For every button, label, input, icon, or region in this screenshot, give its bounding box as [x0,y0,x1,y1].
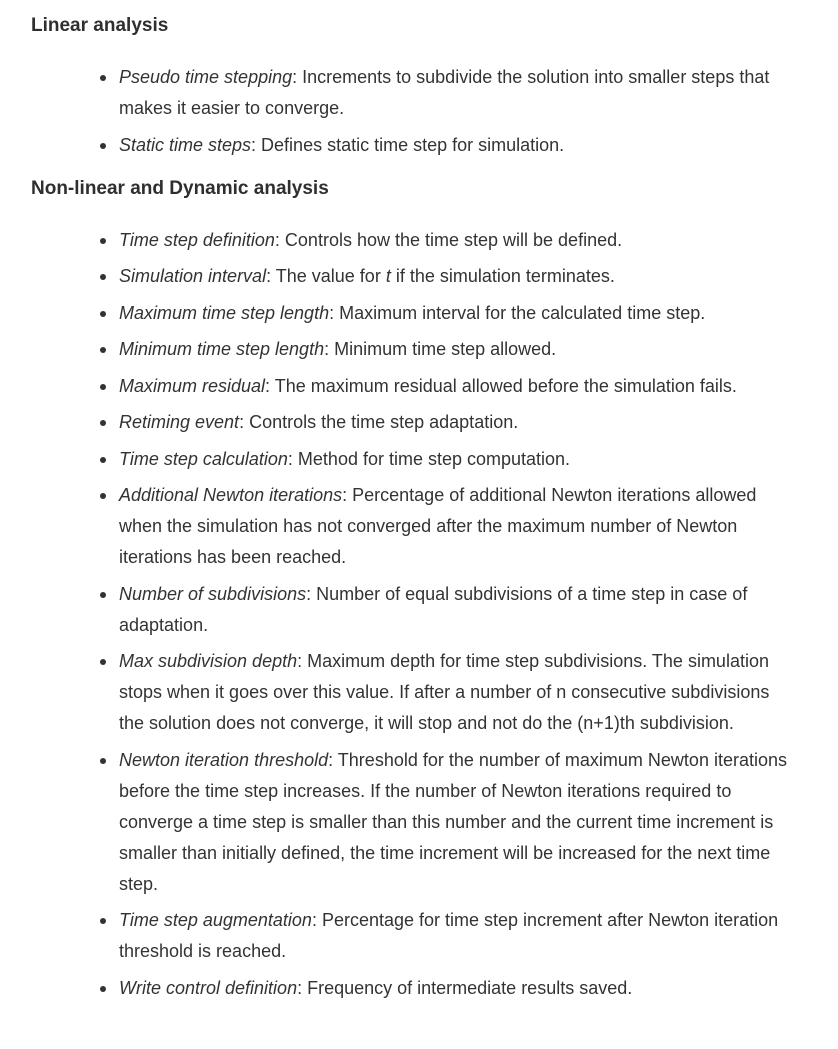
term-description: : Minimum time step allowed. [324,339,557,359]
term-description: : Frequency of intermediate results saved. [297,977,633,998]
list-item [119,905,799,967]
term-label: Write control definition [119,977,298,998]
section-heading-linear-analysis: Linear analysis [31,15,169,36]
term-description: : Method for time step computation. [287,448,571,469]
term-label: Static time steps [119,134,252,155]
list-item [119,480,799,573]
term-label: Time step calculation [119,448,288,469]
term-label: Max subdivision depth [119,651,298,671]
term-description: if the simulation terminates. [390,266,615,286]
linear-analysis-list [31,62,831,161]
term-label: Time step definition [119,229,275,250]
term-description: : Percentage for time step increment after Newton iteration threshold is reached. [119,910,779,961]
list-item [119,745,799,900]
term-label: Simulation interval [119,266,267,286]
term-description: : Defines static time step for simulation. [251,134,565,155]
term-description: : Maximum interval for the calculated time step. [329,302,706,323]
term-label: Pseudo time stepping [119,67,293,87]
term-label: Retiming event [119,412,240,432]
term-label: Maximum residual [119,375,266,396]
term-description: : Percentage of additional Newton iterations allowed when the simulation has not converged after the maximum number of Newton iterations has been reached. [119,485,757,567]
term-description: : Maximum depth for time step subdivisions. The simulation stops when it goes over this value. If after a number of n consecutive subdivisions the solution does not converge, it will stop and not do the (n+1)th subdivision. [119,651,770,733]
term-description: : Controls the time step adaptation. [239,412,519,432]
term-description: : Controls how the time step will be defined. [274,229,623,250]
list-item [119,334,799,365]
term-label: Maximum time step length [119,302,330,323]
variable-t: t [385,266,391,286]
list-item [119,444,799,475]
term-label: Number of subdivisions [119,583,307,604]
section-heading-nonlinear-dynamic-analysis: Non-linear and Dynamic analysis [31,177,329,199]
list-item [119,62,799,124]
list-item [119,225,799,256]
nonlinear-dynamic-analysis-list [31,225,831,1004]
term-description: : Threshold for the number of maximum Newton iterations before the time step increases. If the number of Newton iterations required to converge a time step is smaller than this number and the current time increment is smaller than initially defined, the time increment will be increased for the next time step. [119,749,787,894]
list-item [119,407,799,438]
term-description: : Increments to subdivide the solution into smaller steps that makes it easier to converge. [119,67,770,118]
term-description: : Number of equal subdivisions of a time step in case of adaptation. [119,583,748,635]
term-label: Newton iteration threshold [119,749,329,770]
list-item [119,646,799,739]
list-item [119,973,799,1004]
list-item [119,130,799,161]
term-description: : The value for [266,266,386,286]
list-item [119,261,799,292]
term-label: Time step augmentation [119,910,312,930]
term-label: Additional Newton iterations [119,485,343,505]
list-item [119,371,799,402]
list-item [119,579,799,641]
list-item [119,298,799,329]
term-label: Minimum time step length [119,339,325,359]
term-description: : The maximum residual allowed before the simulation fails. [265,375,737,396]
